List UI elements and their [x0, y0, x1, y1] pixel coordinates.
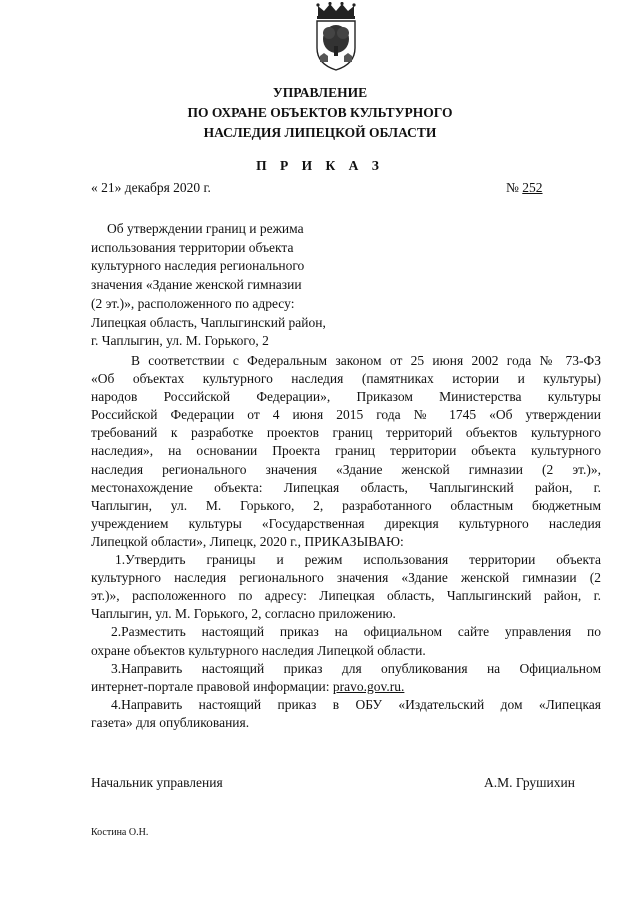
preamble-line: местонахождение объекта: Липецкая область, Чаплыгинский район, г.: [91, 479, 601, 495]
subject-line: Об утверждении границ и режима: [107, 221, 304, 236]
authority-name-line2: ПО ОХРАНЕ ОБЪЕКТОВ КУЛЬТУРНОГО: [187, 105, 453, 120]
order-date: « 21» декабря 2020 г.: [91, 180, 211, 195]
item1-line: 1.Утвердить границы и режим использования территории объекта: [115, 552, 601, 568]
preamble-line: учреждением культуры «Государственная дирекция культурного наследия: [91, 515, 601, 531]
order-subject: [91, 220, 381, 351]
executor-name: Костина О.Н.: [91, 827, 149, 838]
order-number-prefix: №: [506, 180, 523, 195]
item1-line: эт.)», расположенного по адресу: Липецкая область, Чаплыгинский район, г.: [91, 588, 601, 604]
preamble-line: требований к разработке проектов границ территорий объектов культурного: [91, 425, 601, 441]
item1-line: Чаплыгин, ул. М. Горького, 2, согласно приложению.: [91, 606, 396, 622]
subject-line: использования территории объекта: [91, 239, 294, 255]
preamble-line: наследия регионального значения «Здание женской гимназии (2 эт.)»,: [91, 461, 601, 477]
item4-line: газета» для опубликования.: [91, 714, 250, 730]
coat-of-arms-icon: [310, 2, 362, 72]
preamble-line: Российской Федерации от 4 июня 2015 года № 1745 «Об утверждении: [91, 407, 601, 423]
item2-line: охране объектов культурного наследия Липецкой области.: [91, 642, 426, 658]
order-body: [91, 352, 601, 732]
signatory-position: Начальник управления: [91, 775, 223, 790]
preamble-line: В соответствии с Федеральным законом от 25 июня 2002 года № 73-ФЗ: [131, 353, 601, 368]
subject-line: значения «Здание женской гимназии: [91, 277, 302, 293]
order-title: П Р И К А З: [256, 158, 384, 173]
order-number: [506, 180, 543, 196]
preamble-line: Чаплыгин, ул. М. Горького, 2, разработанного областным бюджетным: [91, 497, 601, 513]
preamble-line: Липецкой области», Липецк, 2020 г., ПРИКАЗЫВАЮ:: [91, 533, 404, 549]
item2-line: 2.Разместить настоящий приказ на официальном сайте управления по: [111, 624, 601, 640]
preamble-line: «Об объектах культурного наследия (памятниках истории и культуры): [91, 371, 601, 387]
item3-line: [91, 678, 601, 696]
authority-name-line1: УПРАВЛЕНИЕ: [272, 85, 368, 100]
item3-text: интернет-портале правовой информации:: [91, 678, 333, 694]
subject-line: Липецкая область, Чаплыгинский район,: [91, 314, 326, 330]
authority-name-line3: НАСЛЕДИЯ ЛИПЕЦКОЙ ОБЛАСТИ: [203, 125, 437, 140]
order-number-value: 252: [522, 180, 543, 195]
subject-line: г. Чаплыгин, ул. М. Горького, 2: [91, 333, 269, 349]
pravo-gov-link[interactable]: pravo.gov.ru.: [332, 678, 405, 694]
item3-line: 3.Направить настоящий приказ для опубликования на Официальном: [111, 660, 601, 676]
preamble-line: наследия», на основании Проекта границ территории объекта культурного: [91, 443, 601, 459]
item1-line: культурного наследия регионального значения «Здание женской гимназии (2: [91, 570, 601, 586]
subject-line: культурного наследия регионального: [91, 258, 305, 274]
item4-line: 4.Направить настоящий приказ в ОБУ «Издательский дом «Липецкая: [111, 696, 601, 712]
subject-line: (2 эт.)», расположенного по адресу:: [91, 295, 295, 311]
preamble-line: народов Российской Федерации», Приказом Министерства культуры: [91, 389, 601, 405]
signatory-name: А.М. Грушихин: [484, 775, 575, 790]
